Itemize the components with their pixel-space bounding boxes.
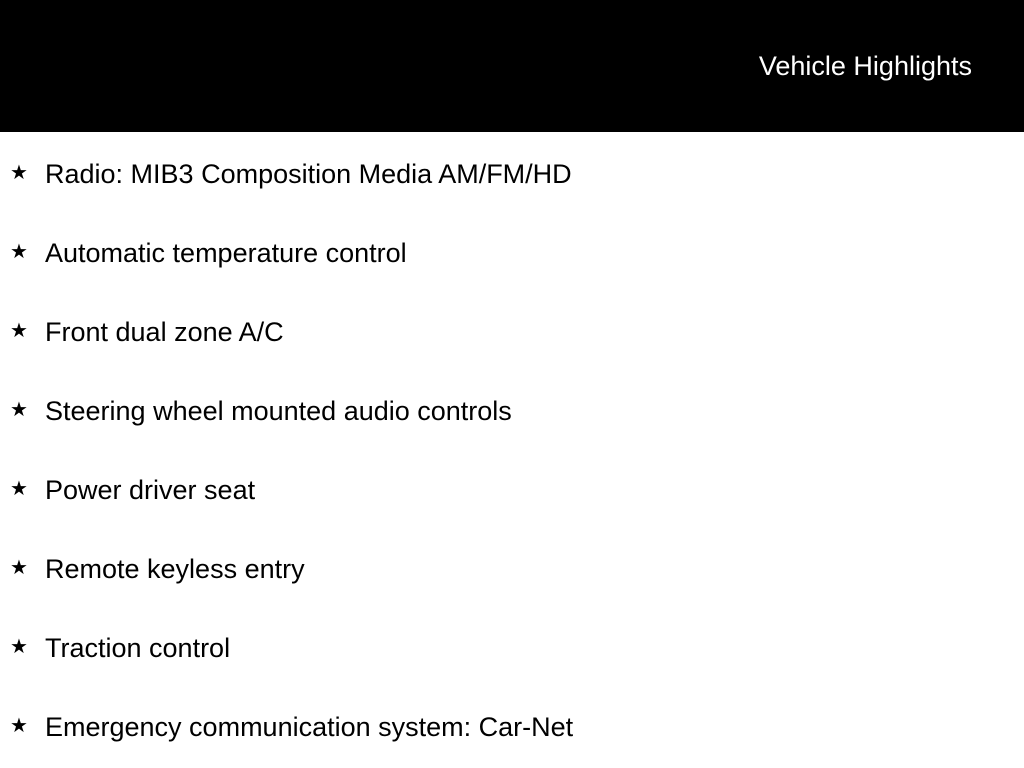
highlight-item — [0, 626, 1024, 666]
star-icon: ★ — [10, 713, 28, 737]
star-icon: ★ — [10, 397, 28, 421]
highlight-label: Front dual zone A/C — [45, 317, 284, 347]
highlight-label: Traction control — [45, 633, 231, 663]
highlight-item — [0, 310, 1024, 350]
star-icon: ★ — [10, 634, 28, 658]
highlight-item — [0, 152, 1024, 192]
highlight-item — [0, 231, 1024, 271]
highlight-item — [0, 468, 1024, 508]
star-icon: ★ — [10, 160, 28, 184]
highlight-item — [0, 705, 1024, 745]
star-icon: ★ — [10, 476, 28, 500]
highlight-item — [0, 389, 1024, 429]
highlight-label: Steering wheel mounted audio controls — [45, 396, 512, 426]
highlight-label: Radio: MIB3 Composition Media AM/FM/HD — [45, 159, 572, 189]
highlight-label: Automatic temperature control — [45, 238, 407, 268]
highlight-item — [0, 547, 1024, 587]
header-bar — [0, 0, 1024, 132]
star-icon: ★ — [10, 318, 28, 342]
highlight-label: Emergency communication system: Car-Net — [45, 712, 574, 742]
page-title: Vehicle Highlights — [758, 51, 972, 81]
star-icon: ★ — [10, 555, 28, 579]
star-icon: ★ — [10, 239, 28, 263]
highlight-label: Power driver seat — [45, 475, 256, 505]
highlight-label: Remote keyless entry — [45, 554, 305, 584]
